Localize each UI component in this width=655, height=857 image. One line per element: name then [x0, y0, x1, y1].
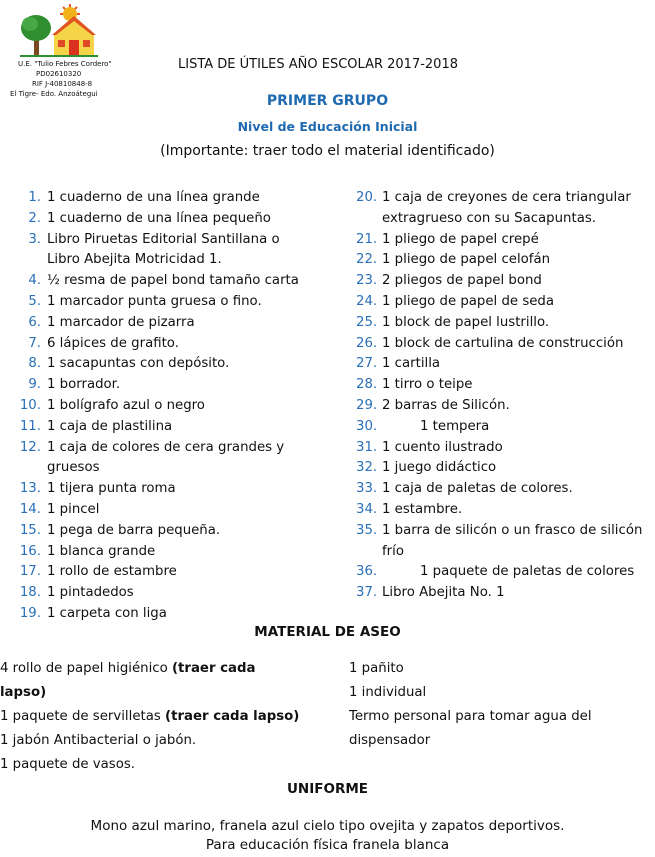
list-item — [356, 313, 655, 334]
item-number: 12. — [19, 439, 41, 455]
document-title: LISTA DE ÚTILES AÑO ESCOLAR 2017-2018 — [178, 57, 458, 72]
list-item — [16, 209, 316, 230]
list-item — [16, 313, 316, 334]
item-text: 1 rollo de estambre — [47, 564, 177, 580]
item-text: Libro Piruetas Editorial Santillana o Libro Abejita Motricidad 1. — [47, 231, 280, 268]
item-text: 1 caja de creyones de cera triangular extragrueso con su Sacapuntas. — [382, 190, 631, 226]
important-note: (Importante: traer todo el material identificado) — [160, 143, 495, 159]
item-number: 9. — [28, 377, 41, 393]
item-number: 19. — [19, 605, 41, 621]
item-number: 4. — [28, 273, 41, 289]
list-item — [16, 583, 316, 604]
item-text: 1 caja de plastilina — [47, 418, 173, 434]
list-item — [356, 438, 655, 459]
list-item — [356, 458, 655, 479]
list-item: 4 rollo de papel higiénico (traer cada lapso) — [0, 661, 256, 700]
item-number: 5. — [28, 293, 41, 309]
item-text: 2 pliegos de papel bond — [382, 273, 542, 289]
cleaning-list-left — [0, 657, 320, 777]
item-text: 6 lápices de grafito. — [47, 335, 179, 351]
item-text: 1 pliego de papel celofán — [382, 252, 551, 268]
item-number: 26. — [356, 335, 378, 351]
list-item — [16, 354, 316, 375]
list-item — [16, 271, 316, 292]
cleaning-list-right — [349, 657, 655, 753]
item-number: 1. — [28, 190, 41, 205]
item-text: 1 cartilla — [382, 356, 441, 372]
level-heading: Nivel de Educación Inicial — [237, 119, 418, 134]
item-number: 11. — [19, 418, 41, 434]
item-number: 35. — [356, 522, 378, 538]
item-text: 1 bolígrafo azul o negro — [47, 397, 205, 413]
item-text: 1 cuaderno de una línea pequeño — [47, 210, 271, 226]
item-number: 29. — [356, 397, 378, 413]
item-text: 1 cuento ilustrado — [382, 439, 503, 455]
item-number: 34. — [356, 501, 378, 517]
list-item — [356, 292, 655, 313]
item-number: 18. — [19, 585, 41, 601]
list-item — [16, 188, 316, 209]
item-number: 25. — [356, 314, 378, 330]
item-number: 3. — [28, 231, 41, 247]
list-item — [356, 500, 655, 521]
item-text: 1 estambre. — [382, 501, 463, 517]
list-item — [16, 230, 316, 272]
list-item — [16, 500, 316, 521]
item-number: 6. — [28, 314, 41, 330]
item-text: 1 carpeta con liga — [47, 605, 167, 621]
list-item — [16, 542, 316, 563]
item-text: 1 block de cartulina de construcción — [382, 335, 624, 351]
item-text: 1 barra de silicón o un frasco de silicón frío — [382, 522, 643, 559]
item-number: 2. — [28, 210, 41, 226]
item-number: 36. — [356, 564, 378, 580]
item-number: 31. — [356, 439, 378, 455]
item-text: 1 borrador. — [47, 377, 121, 393]
list-item — [16, 521, 316, 542]
list-item — [356, 417, 655, 438]
list-item — [356, 562, 655, 583]
school-location: El Tigre- Edo. Anzoátegui — [10, 90, 98, 98]
item-text: ½ resma de papel bond tamaño carta — [47, 273, 299, 289]
uniform-line-2: Para educación física franela blanca — [205, 837, 450, 853]
item-text: 1 pliego de papel de seda — [382, 293, 555, 309]
list-item — [16, 396, 316, 417]
item-number: 15. — [19, 522, 41, 538]
item-text: Libro Abejita No. 1 — [382, 585, 505, 601]
item-text: 1 pliego de papel crepé — [382, 231, 539, 247]
item-text: 1 tirro o teipe — [382, 377, 473, 393]
item-number: 17. — [19, 564, 41, 580]
item-text: 1 sacapuntas con depósito. — [47, 356, 230, 372]
item-number: 27. — [356, 356, 378, 372]
item-number: 16. — [19, 543, 41, 559]
item-text: 1 block de papel lustrillo. — [382, 314, 550, 330]
item-number: 7. — [28, 335, 41, 351]
list-item: 1 paquete de vasos. — [0, 757, 136, 772]
item-text: 1 caja de paletas de colores. — [382, 481, 573, 497]
list-item: Termo personal para tomar agua del dispensador — [349, 709, 592, 748]
list-item — [16, 334, 316, 355]
list-item — [16, 604, 316, 625]
item-text: 1 juego didáctico — [382, 460, 497, 476]
supply-list-left — [16, 188, 316, 625]
item-text: 1 pega de barra pequeña. — [47, 522, 221, 538]
list-item — [16, 417, 316, 438]
item-number: 8. — [28, 356, 41, 372]
uniform-heading: UNIFORME — [286, 781, 369, 797]
school-name: U.E. "Tulio Febres Cordero" — [18, 60, 112, 68]
item-number: 21. — [356, 231, 378, 247]
list-item — [356, 396, 655, 417]
item-number: 23. — [356, 273, 378, 289]
list-item — [356, 188, 655, 230]
school-code: PD02610320 — [36, 70, 82, 78]
item-text: 1 marcador de pizarra — [47, 314, 195, 330]
item-text: 1 marcador punta gruesa o fino. — [47, 293, 262, 309]
list-item — [356, 375, 655, 396]
list-item — [356, 271, 655, 292]
list-item — [16, 562, 316, 583]
item-text: 1 tempera — [420, 418, 490, 434]
list-item — [356, 250, 655, 271]
item-text: 1 caja de colores de cera grandes y gruesos — [47, 439, 285, 476]
item-text: 1 pincel — [47, 501, 100, 517]
item-number: 14. — [19, 501, 41, 517]
item-text: 1 pintadedos — [47, 585, 134, 601]
uniform-line-1: Mono azul marino, franela azul cielo tipo ovejita y zapatos deportivos. — [90, 818, 565, 834]
item-number: 37. — [356, 585, 378, 601]
list-item — [16, 479, 316, 500]
item-number: 30. — [356, 418, 378, 434]
list-item — [356, 583, 655, 604]
list-item: 1 jabón Antibacterial o jabón. — [0, 733, 197, 748]
item-number: 13. — [19, 481, 41, 497]
item-number: 33. — [356, 481, 378, 497]
item-text: 1 blanca grande — [47, 543, 156, 559]
item-number: 20. — [356, 190, 378, 205]
list-item — [356, 230, 655, 251]
list-item — [356, 334, 655, 355]
list-item — [356, 521, 655, 563]
list-item — [16, 375, 316, 396]
group-heading: PRIMER GRUPO — [266, 93, 389, 109]
item-number: 24. — [356, 293, 378, 309]
item-text: 1 tijera punta roma — [47, 481, 176, 497]
list-item — [16, 292, 316, 313]
supply-list-right — [356, 188, 655, 604]
item-text: 1 paquete de paletas de colores — [420, 564, 635, 580]
item-text: 2 barras de Silicón. — [382, 397, 510, 413]
list-item — [16, 438, 316, 480]
item-text: 1 cuaderno de una línea grande — [47, 190, 260, 205]
list-item: 1 individual — [349, 685, 427, 700]
item-number: 32. — [356, 460, 378, 476]
cleaning-heading: MATERIAL DE ASEO — [254, 624, 401, 640]
item-number: 28. — [356, 377, 378, 393]
school-rif: RIF J-40810848-8 — [32, 80, 93, 88]
item-number: 22. — [356, 252, 378, 268]
item-number: 10. — [19, 397, 41, 413]
list-item: 1 paquete de servilletas (traer cada lapso) — [0, 709, 300, 724]
list-item: 1 pañito — [349, 661, 404, 676]
list-item — [356, 479, 655, 500]
list-item — [356, 354, 655, 375]
school-logo — [14, 4, 100, 60]
